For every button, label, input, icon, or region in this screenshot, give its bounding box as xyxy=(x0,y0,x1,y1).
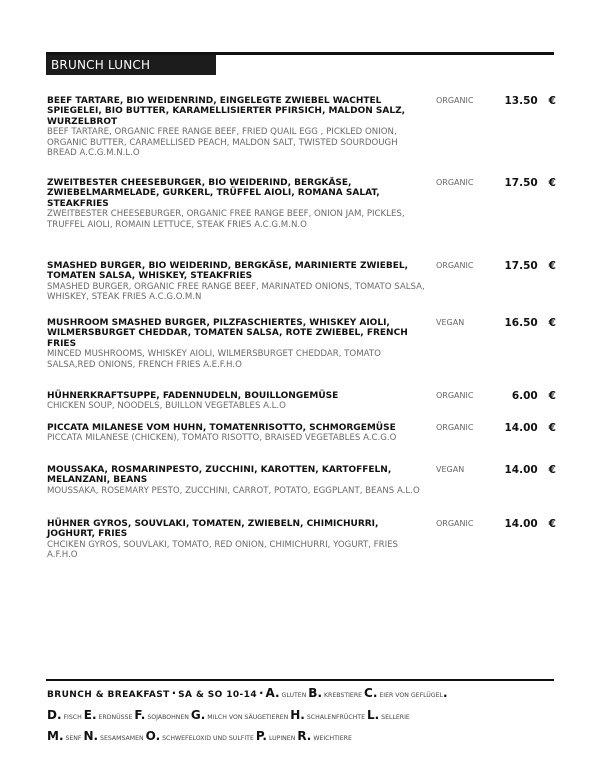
allergen-letter: L. xyxy=(366,708,380,722)
allergen-letter: F. xyxy=(134,708,146,722)
item-price: 17.50 € xyxy=(504,260,556,272)
allergen-legend-line-3 xyxy=(47,729,557,746)
item-price: 17.50 € xyxy=(504,177,556,189)
item-tag: ORGANIC xyxy=(436,96,474,105)
item-name: SMASHED BURGER, BIO WEIDERIND, BERGKÄSE, MARINIERTE ZWIEBEL, TOMATEN SALSA, WHISKEY, STEAKFRIES xyxy=(47,261,409,282)
menu-item xyxy=(47,465,557,496)
item-name: MUSHROOM SMASHED BURGER, PILZFASCHIERTES, WHISKEY AIOLI, WILMERSBURGET CHEDDAR, TOMATEN SALSA, ROTE ZWIEBEL, FRENCH FRIES xyxy=(47,318,408,349)
allergen-label: ERDNÜSSE xyxy=(98,714,133,721)
allergen-label: FISCH xyxy=(63,714,82,721)
allergen-letter: P. xyxy=(255,729,267,743)
menu-item xyxy=(47,178,557,230)
item-description: MOUSSAKA, ROSEMARY PESTO, ZUCCHINI, CARROT, POTATO, EGGPLANT, BEANS A.L.O xyxy=(47,485,420,496)
allergen-label: GLUTEN xyxy=(281,692,307,699)
item-description: BEEF TARTARE, ORGANIC FREE RANGE BEEF, FRIED QUAIL EGG , PICKLED ONION, ORGANIC BUTTER, CARAMELLISED PEACH, MALDON SALT, TWISTED SOURDOUGH BREAD A.C.G.M.N.L.O xyxy=(47,127,398,159)
item-description: SMASHED BURGER, ORGANIC FREE RANGE BEEF, MARINATED ONIONS, TOMATO SALSA, WHISKEY, STEAK FRIES A.C.G.O.M.N xyxy=(47,281,425,303)
allergen-letter: A. xyxy=(265,686,280,700)
item-tag: ORGANIC xyxy=(436,423,474,432)
item-tag: ORGANIC xyxy=(436,178,474,187)
allergen-letter: N. xyxy=(83,729,99,743)
allergen-letter: D. xyxy=(47,708,62,722)
item-name: HÜHNERKRAFTSUPPE, FADENNUDELN, BOUILLONGEMÜSE xyxy=(47,391,339,401)
menu-item xyxy=(47,519,557,561)
allergen-letter: M. xyxy=(47,729,64,743)
allergen-label: KREBSTIERE xyxy=(323,692,363,699)
item-name: PICCATA MILANESE VOM HUHN, TOMATENRISOTTO, SCHMORGEMÜSE xyxy=(47,423,396,433)
legend-separator: . xyxy=(442,686,448,700)
item-description: CHCIKEN GYROS, SOUVLAKI, TOMATO, RED ONION, CHIMICHURRI, YOGURT, FRIES A.F.H.O xyxy=(47,539,399,561)
item-name: BEEF TARTARE, BIO WEIDENRIND, EINGELEGTE ZWIEBEL WACHTEL SPIEGELEI, BIO BUTTER, KARAMELLISIERTER PFIRSICH, MALDON SALZ, WURZELBROT xyxy=(47,96,406,127)
item-tag: ORGANIC xyxy=(436,261,474,270)
legend-lead: BRUNCH & BREAKFAST xyxy=(47,690,170,700)
allergen-label: SOJABOHNEN xyxy=(147,714,189,721)
allergen-letter: G. xyxy=(190,708,206,722)
allergen-legend-line-2 xyxy=(47,708,557,725)
item-name: HÜHNER GYROS, SOUVLAKI, TOMATEN, ZWIEBELN, CHIMICHURRI, JOGHURT, FRIES xyxy=(47,519,379,540)
legend-days: SA & SO 10-14 xyxy=(178,690,257,700)
allergen-letter: E. xyxy=(83,708,97,722)
item-tag: ORGANIC xyxy=(436,519,474,528)
item-tag: ORGANIC xyxy=(436,391,474,400)
menu-item xyxy=(47,391,557,412)
allergen-letter: R. xyxy=(297,729,312,743)
item-description: ZWEITBESTER CHEESEBURGER, ORGANIC FREE RANGE BEEF, ONION JAM, PICKLES, TRUFFEL AIOLI, ROMAIN LETTUCE, STEAK FRIES A.C.G.M.N.O xyxy=(47,209,405,230)
allergen-letter: C. xyxy=(364,686,378,700)
allergen-label: WEICHTIERE xyxy=(313,735,352,742)
legend-separator: · xyxy=(171,686,177,700)
item-price: 14.00 € xyxy=(504,518,556,530)
item-price: 14.00 € xyxy=(504,464,556,476)
item-tag: VEGAN xyxy=(436,318,465,327)
allergen-letter: H. xyxy=(290,708,305,722)
allergen-label: SENF xyxy=(65,735,82,742)
item-description: MINCED MUSHROOMS, WHISKEY AIOLI, WILMERSBURGET CHEDDAR, TOMATO SALSA,RED ONIONS, FRENCH FRIES A.E.F.H.O xyxy=(47,349,381,370)
allergen-legend-line-1 xyxy=(47,686,557,703)
item-name: MOUSSAKA, ROSMARINPESTO, ZUCCHINI, KAROTTEN, KARTOFFELN, MELANZANI, BEANS xyxy=(47,465,392,486)
item-tag: VEGAN xyxy=(436,465,465,474)
allergen-label: MILCH VON SÄUGETIEREN xyxy=(207,714,289,721)
item-name: ZWEITBESTER CHEESEBURGER, BIO WEIDERIND, BERGKÄSE, ZWIEBELMARMELADE, GURKERL, TRÜFFEL AIOLI, ROMANA SALAT, STEAKFRIES xyxy=(47,178,380,209)
menu-item xyxy=(47,261,557,303)
allergen-label: LUPINEN xyxy=(268,735,296,742)
item-price: 13.50 € xyxy=(504,95,556,107)
item-description: CHICKEN SOUP, NOODELS, BUILLON VEGETABLES A.L.O xyxy=(47,401,286,412)
allergen-label: SELLERIE xyxy=(381,714,410,721)
item-price: 6.00 € xyxy=(511,390,556,402)
allergen-letter: B. xyxy=(308,686,323,700)
allergen-label: EIER VON GEFLÜGEL xyxy=(379,692,443,699)
bottom-rule xyxy=(46,679,554,681)
allergen-letter: O. xyxy=(145,729,161,743)
item-price: 14.00 € xyxy=(504,422,556,434)
allergen-label: SESAMSAMEN xyxy=(100,735,144,742)
allergen-label: SCHWEFELOXID UND SULFITE xyxy=(162,735,254,742)
item-description: PICCATA MILANESE (CHICKEN), TOMATO RISOTTO, BRAISED VEGETABLES A.C.G.O xyxy=(47,433,397,444)
allergen-label: SCHALENFRÜCHTE xyxy=(306,714,365,721)
legend-separator: · xyxy=(258,686,264,700)
menu-item xyxy=(47,96,557,159)
section-title: BRUNCH LUNCH xyxy=(46,55,216,75)
menu-item xyxy=(47,423,557,444)
item-price: 16.50 € xyxy=(504,317,556,329)
menu-item xyxy=(47,318,557,370)
